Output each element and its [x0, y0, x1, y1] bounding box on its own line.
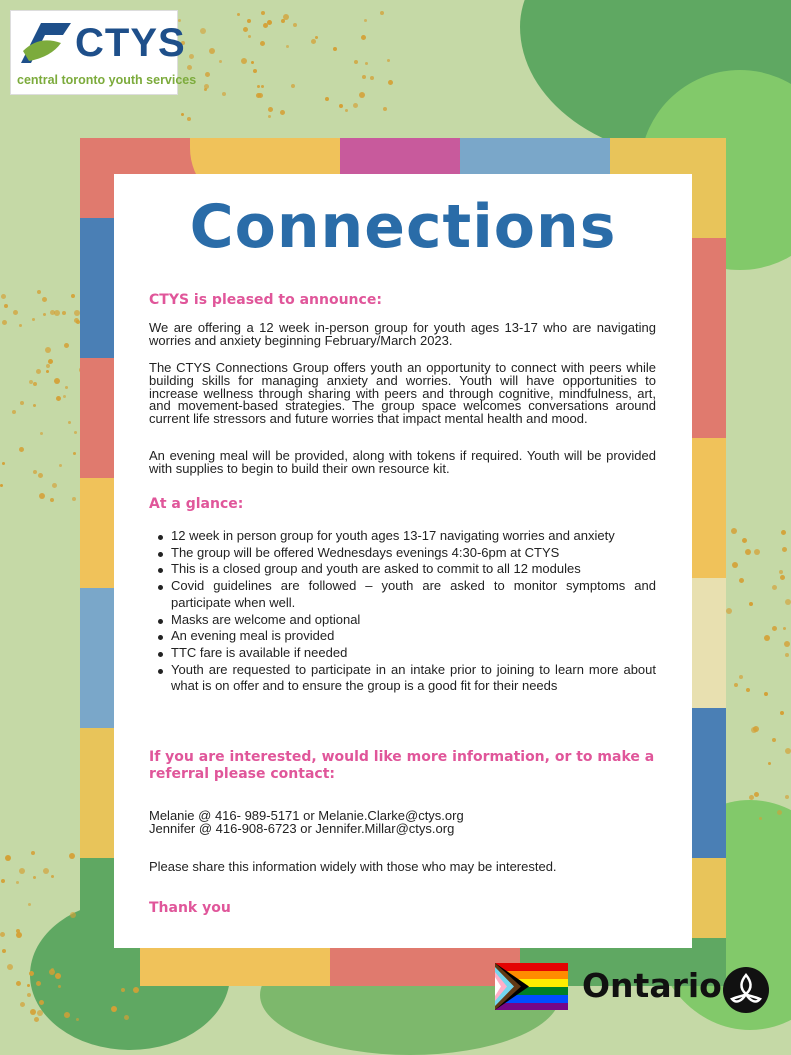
confetti-dot	[0, 484, 3, 487]
list-item: Masks are welcome and optional	[149, 612, 656, 629]
confetti-dot	[34, 1017, 39, 1022]
confetti-dot	[754, 549, 760, 555]
confetti-dot	[33, 470, 37, 474]
confetti-dot	[772, 738, 776, 742]
confetti-dot	[4, 304, 8, 308]
confetti-dot	[28, 903, 31, 906]
confetti-dot	[739, 578, 744, 583]
confetti-dot	[29, 380, 33, 384]
confetti-dot	[251, 61, 254, 64]
confetti-dot	[726, 608, 732, 614]
confetti-dot	[43, 313, 46, 316]
contact-jennifer: Jennifer @ 416-908-6723 or Jennifer.Millar@ctys.org	[149, 821, 455, 836]
confetti-dot	[268, 115, 271, 118]
confetti-dot	[13, 310, 18, 315]
confetti-dot	[222, 92, 226, 96]
confetti-dot	[205, 72, 210, 77]
confetti-dot	[219, 60, 222, 63]
confetti-dot	[772, 626, 777, 631]
confetti-dot	[359, 92, 365, 98]
confetti-dot	[311, 39, 316, 44]
confetti-dot	[1, 294, 6, 299]
confetti-dot	[37, 1010, 43, 1016]
confetti-dot	[764, 635, 770, 641]
confetti-dot	[2, 949, 6, 953]
confetti-dot	[27, 993, 31, 997]
confetti-dot	[19, 324, 22, 327]
confetti-dot	[33, 404, 36, 407]
confetti-dot	[749, 795, 754, 800]
list-item: 12 week in person group for youth ages 13-17 navigating worries and anxiety	[149, 528, 656, 545]
confetti-dot	[64, 1012, 70, 1018]
confetti-dot	[383, 107, 387, 111]
confetti-dot	[30, 1009, 36, 1015]
confetti-dot	[353, 103, 358, 108]
confetti-dot	[31, 851, 35, 855]
confetti-dot	[785, 599, 791, 605]
announcement-card	[114, 174, 692, 948]
confetti-dot	[32, 318, 35, 321]
page-title: Connections	[189, 192, 617, 262]
confetti-dot	[370, 76, 374, 80]
confetti-dot	[55, 973, 61, 979]
confetti-dot	[261, 85, 264, 88]
intro-paragraph: We are offering a 12 week in-person group for youth ages 13-17 who are navigating worries and anxiety beginning February/March 2023.	[149, 320, 656, 348]
confetti-dot	[784, 641, 790, 647]
confetti-dot	[267, 20, 272, 25]
confetti-dot	[20, 1002, 25, 1007]
confetti-dot	[380, 11, 384, 15]
confetti-dot	[2, 320, 7, 325]
confetti-dot	[339, 104, 343, 108]
confetti-dot	[247, 19, 251, 23]
confetti-dot	[33, 382, 37, 386]
confetti-dot	[739, 675, 743, 679]
confetti-dot	[785, 748, 791, 754]
confetti-dot	[782, 547, 787, 552]
confetti-dot	[734, 683, 738, 687]
confetti-dot	[742, 538, 747, 543]
confetti-dot	[780, 575, 785, 580]
confetti-dot	[286, 45, 289, 48]
confetti-dot	[243, 27, 248, 32]
confetti-dot	[745, 549, 751, 555]
confetti-dot	[65, 386, 68, 389]
confetti-dot	[72, 497, 76, 501]
confetti-dot	[333, 47, 337, 51]
confetti-dot	[45, 347, 51, 353]
share-note: Please share this information widely with those who may be interested.	[149, 859, 557, 874]
confetti-dot	[12, 410, 16, 414]
list-item: The group will be offered Wednesdays evenings 4:30-6pm at CTYS	[149, 545, 656, 562]
confetti-dot	[46, 364, 50, 368]
confetti-dot	[74, 310, 80, 316]
confetti-dot	[260, 41, 265, 46]
confetti-dot	[50, 310, 55, 315]
progress-pride-flag	[495, 963, 568, 1010]
confetti-dot	[16, 981, 21, 986]
confetti-dot	[64, 343, 69, 348]
confetti-dot	[39, 493, 45, 499]
contact-heading: If you are interested, would like more information, or to make a referral please contact:	[149, 749, 655, 782]
confetti-dot	[51, 875, 54, 878]
confetti-dot	[50, 498, 54, 502]
confetti-dot	[62, 311, 66, 315]
confetti-dot	[69, 853, 75, 859]
list-item: Covid guidelines are followed – youth are asked to monitor symptoms and participate when well.	[149, 578, 656, 611]
confetti-dot	[1, 879, 5, 883]
confetti-dot	[345, 109, 348, 112]
logo-tagline: central toronto youth services	[17, 73, 197, 87]
glance-heading: At a glance:	[149, 496, 244, 512]
confetti-dot	[33, 876, 36, 879]
confetti-dot	[59, 464, 62, 467]
confetti-dot	[187, 117, 191, 121]
confetti-dot	[46, 370, 49, 373]
confetti-dot	[764, 692, 768, 696]
confetti-dot	[779, 570, 783, 574]
confetti-dot	[237, 13, 240, 16]
logo-wordmark: CTYS	[75, 21, 186, 65]
confetti-dot	[42, 297, 47, 302]
intro-paragraph: The CTYS Connections Group offers youth an opportunity to connect with peers while building skills for managing anxiety and worries. Youth will have opportunities to increase wellness through sharing with peers and through cognitive, mindfulness, art, and movement-based strategies. The group space welcomes conversations around current life stressors and future worries that impact mental health and mood.	[149, 360, 656, 427]
glance-list	[149, 528, 656, 695]
confetti-dot	[263, 23, 268, 28]
confetti-dot	[29, 971, 34, 976]
confetti-dot	[181, 113, 184, 116]
confetti-dot	[241, 58, 247, 64]
confetti-dot	[780, 711, 784, 715]
confetti-dot	[749, 602, 753, 606]
confetti-dot	[754, 792, 759, 797]
confetti-dot	[364, 19, 367, 22]
confetti-dot	[261, 11, 265, 15]
confetti-dot	[365, 62, 368, 65]
confetti-dot	[19, 447, 24, 452]
confetti-dot	[387, 59, 390, 62]
confetti-dot	[68, 421, 71, 424]
confetti-dot	[36, 369, 41, 374]
confetti-dot	[19, 868, 25, 874]
confetti-dot	[280, 110, 285, 115]
confetti-dot	[52, 483, 57, 488]
confetti-dot	[751, 727, 757, 733]
confetti-dot	[746, 688, 750, 692]
ctys-logo-mark	[17, 17, 73, 69]
confetti-dot	[121, 988, 125, 992]
confetti-dot	[48, 359, 53, 364]
confetti-dot	[325, 97, 329, 101]
list-item: This is a closed group and youth are asked to commit to all 12 modules	[149, 561, 656, 578]
confetti-dot	[0, 932, 5, 937]
confetti-dot	[257, 85, 260, 88]
confetti-dot	[54, 378, 60, 384]
list-item: TTC fare is available if needed	[149, 645, 656, 662]
closing-text: Thank you	[149, 900, 231, 916]
confetti-dot	[43, 868, 49, 874]
confetti-dot	[362, 75, 366, 79]
list-item: An evening meal is provided	[149, 628, 656, 645]
confetti-dot	[38, 473, 43, 478]
confetti-dot	[291, 84, 295, 88]
confetti-dot	[16, 932, 22, 938]
confetti-dot	[200, 28, 206, 34]
confetti-dot	[16, 881, 19, 884]
ontario-wordmark: Ontario	[582, 966, 722, 1005]
list-item: Youth are requested to participate in an intake prior to joining to learn more about what is on offer and to ensure the group is a good fit for their needs	[149, 662, 656, 695]
confetti-dot	[293, 23, 297, 27]
confetti-dot	[248, 35, 251, 38]
confetti-dot	[70, 912, 76, 918]
confetti-dot	[27, 984, 30, 987]
confetti-dot	[71, 294, 75, 298]
intro-paragraph: An evening meal will be provided, along with tokens if required. Youth will be provided with supplies to begin to build their own resource kit.	[149, 448, 656, 476]
confetti-dot	[204, 84, 209, 89]
confetti-dot	[40, 432, 43, 435]
confetti-dot	[74, 431, 77, 434]
confetti-dot	[361, 35, 366, 40]
ctys-logo	[10, 10, 197, 95]
contact-melanie: Melanie @ 416- 989-5171 or Melanie.Clarke@ctys.org	[149, 808, 464, 823]
confetti-dot	[781, 530, 786, 535]
confetti-dot	[7, 964, 13, 970]
confetti-dot	[283, 14, 289, 20]
confetti-dot	[354, 60, 358, 64]
ontario-trillium-icon	[722, 966, 770, 1014]
confetti-dot	[253, 69, 257, 73]
confetti-dot	[37, 290, 41, 294]
confetti-dot	[777, 810, 782, 815]
confetti-dot	[785, 653, 789, 657]
confetti-dot	[63, 395, 66, 398]
confetti-dot	[731, 528, 737, 534]
confetti-dot	[768, 762, 771, 765]
confetti-dot	[58, 985, 61, 988]
intro-heading: CTYS is pleased to announce:	[149, 292, 382, 308]
confetti-dot	[783, 627, 786, 630]
confetti-dot	[189, 54, 194, 59]
confetti-dot	[73, 452, 76, 455]
confetti-dot	[5, 855, 11, 861]
confetti-dot	[315, 36, 318, 39]
confetti-dot	[187, 65, 192, 70]
confetti-dot	[56, 396, 61, 401]
confetti-dot	[268, 107, 273, 112]
confetti-dot	[209, 48, 215, 54]
confetti-dot	[388, 80, 393, 85]
confetti-dot	[20, 401, 24, 405]
confetti-dot	[2, 462, 5, 465]
confetti-dot	[785, 795, 789, 799]
confetti-dot	[772, 585, 777, 590]
confetti-dot	[256, 93, 261, 98]
confetti-dot	[732, 562, 738, 568]
